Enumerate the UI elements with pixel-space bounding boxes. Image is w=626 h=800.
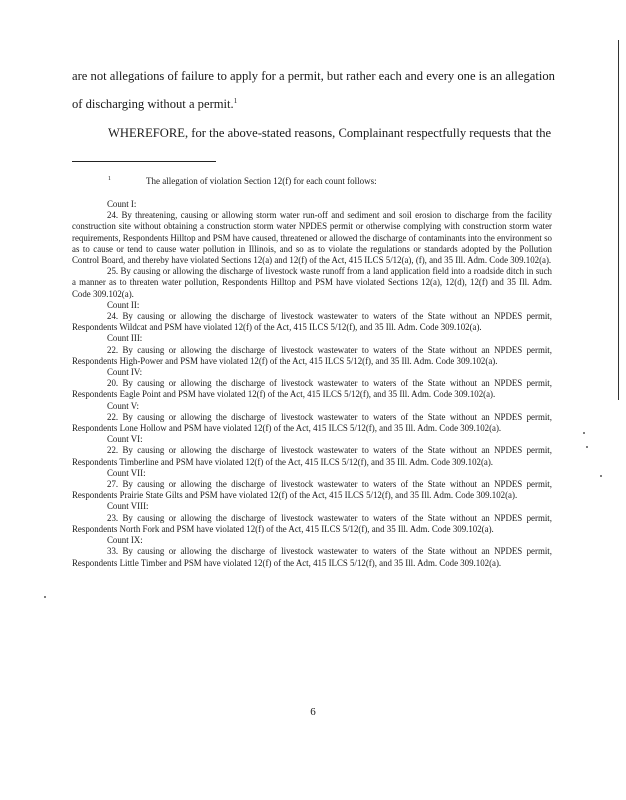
count-paragraph: 25. By causing or allowing the discharge of livestock waste runoff from a land application field into a roadside ditch in such a manner as to threaten water pollution, Respondents Hilltop and PSM have violated Sections 12(a), 12(d), 12(f) and 35 Ill. Adm. Code 309.102(a).	[72, 266, 552, 299]
scan-speck	[600, 475, 602, 477]
count-paragraph: 22. By causing or allowing the discharge of livestock wastewater to waters of the State without an NPDES permit, Respondents High-Power and PSM have violated 12(f) of the Act, 415 ILCS 5/12(f), and 35 Ill. Adm. Code 309.102(a).	[72, 344, 552, 366]
footnote-separator	[72, 161, 216, 162]
scan-speck	[586, 446, 588, 448]
body-text-line-1	[72, 69, 555, 83]
count-section	[72, 333, 552, 367]
count-section	[72, 401, 552, 435]
count-section	[72, 468, 552, 502]
scan-speck	[44, 596, 46, 598]
footnote-marker: 1	[108, 176, 111, 182]
count-paragraph: 24. By threatening, causing or allowing storm water run-off and sediment and soil erosion to discharge from the facility construction site without obtaining a construction storm water NPDES permit or otherwise complying with construction storm water requirements, Respondents Hilltop and PSM have caused, threatened or allowed the discharge of contaminants into the environment so as to cause or tend to cause water pollution in Illinois, and so as to violate the regulations or standards adopted by the Pollution Control Board, and thereby have violated Sections 12(a) and 12(f) of the Act, 415 ILCS 5/12(a), (f), and 35 Ill. Adm. Code 309.102(a).	[72, 210, 552, 266]
count-heading: Count II:	[107, 299, 140, 310]
count-heading: Count IX:	[107, 535, 143, 546]
body-text-line-2	[72, 98, 552, 111]
wherefore-line	[108, 127, 588, 140]
footnote-counts	[72, 199, 552, 569]
count-section	[72, 434, 552, 468]
page-number: 6	[310, 706, 316, 718]
count-paragraph: 20. By causing or allowing the discharge of livestock wastewater to waters of the State without an NPDES permit, Respondents Eagle Point and PSM have violated 12(f) of the Act, 415 ILCS 5/12(f), and 35 Ill. Adm. Code 309.102(a).	[72, 378, 552, 400]
count-heading: Count VI:	[107, 434, 143, 445]
scan-edge-line	[618, 40, 619, 400]
count-heading: Count V:	[107, 400, 139, 411]
count-section	[72, 300, 552, 334]
count-paragraph: 24. By causing or allowing the discharge of livestock wastewater to waters of the State without an NPDES permit, Respondents Wildcat and PSM have violated 12(f) of the Act, 415 ILCS 5/12(f), and 35 Ill. Adm. Code 309.102(a).	[72, 311, 552, 333]
count-section	[72, 199, 552, 300]
footnote-intro	[108, 176, 377, 186]
count-paragraph: 22. By causing or allowing the discharge of livestock wastewater to waters of the State without an NPDES permit, Respondents Timberline and PSM have violated 12(f) of the Act, 415 ILCS 5/12(f), and 35 Ill. Adm. Code 309.102(a).	[72, 445, 552, 467]
count-paragraph: 23. By causing or allowing the discharge of livestock wastewater to waters of the State without an NPDES permit, Respondents North Fork and PSM have violated 12(f) of the Act, 415 ILCS 5/12(f), and 35 Ill. Adm. Code 309.102(a).	[72, 512, 552, 534]
body-text-line-2-text: of discharging without a permit.	[72, 97, 234, 112]
count-heading: Count I:	[107, 199, 137, 209]
count-heading: Count III:	[107, 333, 143, 344]
count-paragraph: 33. By causing or allowing the discharge of livestock wastewater to waters of the State without an NPDES permit, Respondents Little Timber and PSM have violated 12(f) of the Act, 415 ILCS 5/12(f), and 35 Ill. Adm. Code 309.102(a).	[72, 546, 552, 568]
count-paragraph: 22. By causing or allowing the discharge of livestock wastewater to waters of the State without an NPDES permit, Respondents Lone Hollow and PSM have violated 12(f) of the Act, 415 ILCS 5/12(f), and 35 Ill. Adm. Code 309.102(a).	[72, 411, 552, 434]
wherefore-text: WHEREFORE, for the above-stated reasons, Complainant respectfully requests that the	[108, 126, 552, 140]
count-section	[72, 535, 552, 569]
footnote-reference[interactable]: 1	[233, 97, 238, 105]
scan-speck	[583, 432, 585, 434]
count-paragraph: 27. By causing or allowing the discharge of livestock wastewater to waters of the State without an NPDES permit, Respondents Prairie State Gilts and PSM have violated 12(f) of the Act, 415 ILCS 5/12(f), and 35 Ill. Adm. Code 309.102(a).	[72, 479, 552, 501]
footnote-intro-text: The allegation of violation Section 12(f) for each count follows:	[146, 176, 377, 186]
count-heading: Count VII:	[107, 467, 146, 478]
count-section	[72, 367, 552, 401]
count-heading: Count VIII:	[107, 501, 149, 512]
count-section	[72, 501, 552, 535]
body-text-line-1-text: are not allegations of failure to apply for a permit, but rather each and every one is an allegation	[72, 69, 555, 83]
count-heading: Count IV:	[107, 367, 143, 378]
